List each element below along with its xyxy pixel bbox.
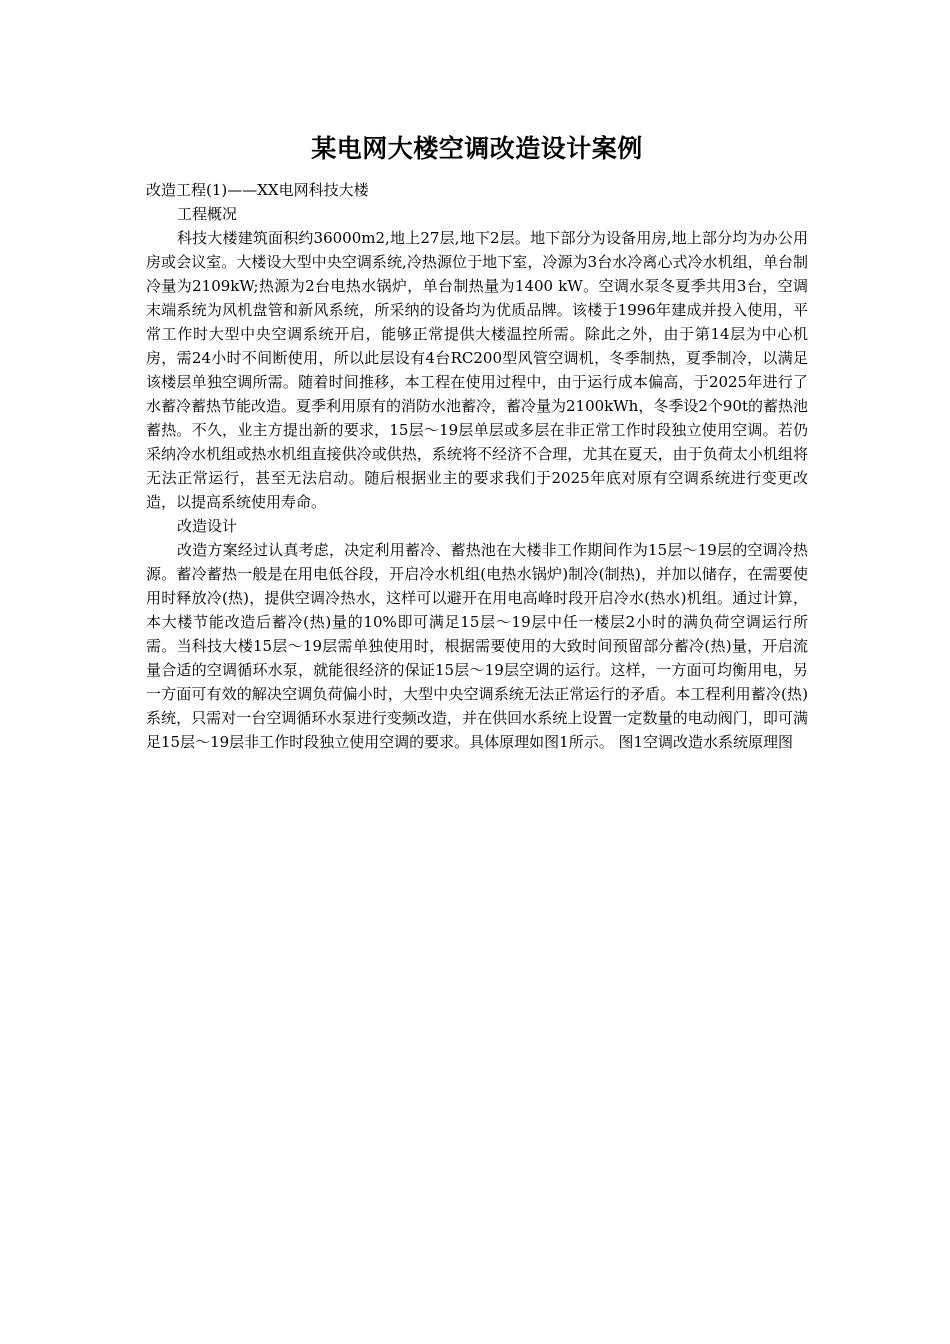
- section-heading-design: 改造设计: [177, 517, 238, 535]
- section-heading-overview: 工程概况: [177, 205, 238, 223]
- design-paragraph: 改造方案经过认真考虑，决定利用蓄冷、蓄热池在大楼非工作期间作为15层～19层的空调冷热源。蓄冷蓄热一般是在用电低谷段，开启冷水机组(电热水锅炉)制冷(制热)，并加以储存，在需要使用时释放冷(热)，提供空调冷热水，这样可以避开在用电高峰时段开启冷水(热水)机组。通过计算，本大楼节能改造后蓄冷(热)量的10%即可满足15层～19层中任一楼层2小时的满负荷空调运行所需。当科技大楼15层～19层需单独使用时，根据需要使用的大致时间预留部分蓄冷(热)量，开启流量合适的空调循环水泵，就能很经济的保证15层～19层空调的运行。这样，一方面可均衡用电，另一方面可有效的解决空调负荷偏小时，大型中央空调系统无法正常运行的矛盾。本工程利用蓄冷(热)系统，只需对一台空调循环水泵进行变频改造，并在供回水系统上设置一定数量的电动阀门，即可满足15层～19层非工作时段独立使用空调的要求。具体原理如图1所示。 图1空调改造水系统原理图: [146, 541, 808, 751]
- project-line: 改造工程(1)——XX电网科技大楼: [146, 181, 369, 199]
- overview-paragraph: 科技大楼建筑面积约36000m2,地上27层,地下2层。地下部分为设备用房,地上部分均为办公用房或会议室。大楼设大型中央空调系统,冷热源位于地下室，冷源为3台水冷离心式冷水机组，单台制冷量为2109kW;热源为2台电热水锅炉，单台制热量为1400 kW。空调水泵冬夏季共用3台，空调末端系统为风机盘管和新风系统，所采纳的设备均为优质品牌。该楼于1996年建成并投入使用，平常工作时大型中央空调系统开启，能够正常提供大楼温控所需。除此之外，由于第14层为中心机房，需24小时不间断使用，所以此层设有4台RC200型风管空调机，冬季制热，夏季制冷，以满足该楼层单独空调所需。随着时间推移，本工程在使用过程中，由于运行成本偏高，于2025年进行了水蓄冷蓄热节能改造。夏季利用原有的消防水池蓄冷，蓄冷量为2100kWh，冬季设2个90t的蓄热池蓄热。不久，业主方提出新的要求，15层～19层单层或多层在非正常工作时段独立使用空调。若仍采纳冷水机组或热水机组直接供冷或供热，系统将不经济不合理，尤其在夏天，由于负荷太小机组将无法正常运行，甚至无法启动。随后根据业主的要求我们于2025年底对原有空调系统进行变更改造，以提高系统使用寿命。: [146, 229, 809, 511]
- document-title: 某电网大楼空调改造设计案例: [311, 134, 643, 163]
- document-page: [146, 120, 808, 754]
